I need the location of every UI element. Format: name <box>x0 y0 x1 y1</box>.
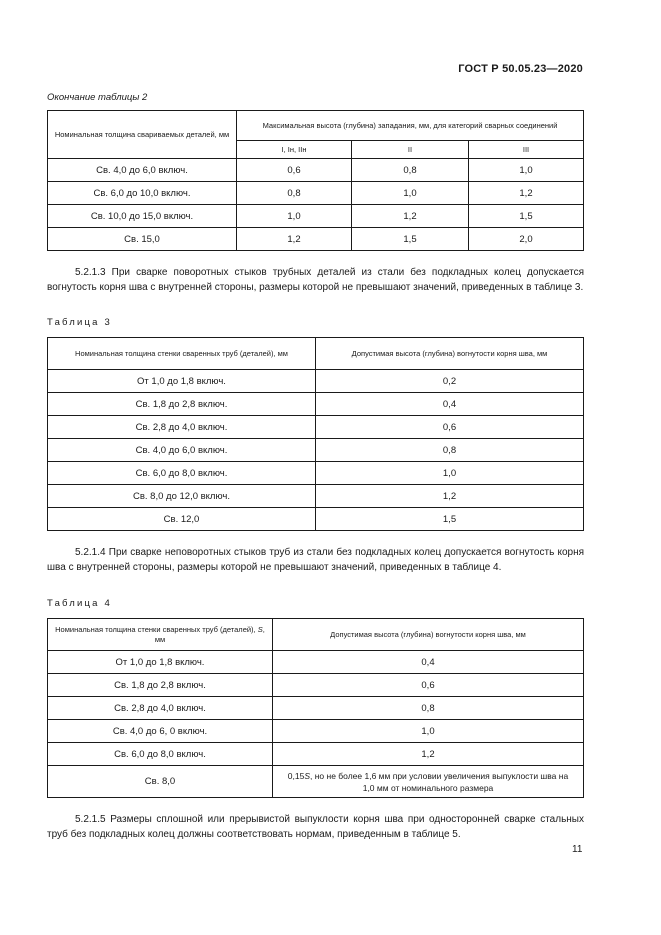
table-row <box>48 720 584 743</box>
table2-cell: 1,2 <box>469 182 584 205</box>
table2-cell: 1,2 <box>352 205 469 228</box>
table3-cell: 0,2 <box>316 370 584 393</box>
table2-cell: Св. 6,0 до 10,0 включ. <box>48 182 237 205</box>
table-row <box>48 439 584 462</box>
table2-cell: Св. 10,0 до 15,0 включ. <box>48 205 237 228</box>
table-row <box>48 651 584 674</box>
table-row <box>48 462 584 485</box>
table2-subheader: III <box>469 141 584 159</box>
table2-cell: Св. 15,0 <box>48 228 237 251</box>
table-row <box>48 416 584 439</box>
table4-col1-header <box>48 619 273 651</box>
table4-cell-condition: , но не более 1,6 мм при условии увеличения выпуклости шва на 1,0 мм от номинального размера <box>310 770 569 793</box>
table-3 <box>47 337 584 531</box>
table4-cell: Св. 1,8 до 2,8 включ. <box>48 674 273 697</box>
table-2 <box>47 110 584 251</box>
table4-col1-header-unit: , мм <box>154 624 265 644</box>
table-row <box>48 159 584 182</box>
table3-cell: 0,4 <box>316 393 584 416</box>
table-row <box>48 393 584 416</box>
paragraph-5-2-1-4 <box>47 545 584 575</box>
table2-cell: 1,0 <box>237 205 352 228</box>
table2-group-header: Максимальная высота (глубина) западания, мм, для категорий сварных соединений <box>237 111 584 141</box>
table-row <box>48 697 584 720</box>
table3-cell: Св. 8,0 до 12,0 включ. <box>48 485 316 508</box>
table4-cell: От 1,0 до 1,8 включ. <box>48 651 273 674</box>
table4-col1-header-text: Номинальная толщина стенки сваренных труб (деталей), <box>55 624 256 634</box>
paragraph-text: При сварке поворотных стыков трубных деталей из стали без подкладных колец допускается вогнутость корня шва с внутренней стороны, размеры которой не превышают значений, приведенных в таблице 3. <box>47 267 584 293</box>
table3-cell: Св. 6,0 до 8,0 включ. <box>48 462 316 485</box>
table3-cell: 0,6 <box>316 416 584 439</box>
thickness-symbol: S <box>304 770 311 781</box>
table3-cell: 1,2 <box>316 485 584 508</box>
document-id: ГОСТ Р 50.05.23—2020 <box>458 63 583 75</box>
table3-cell: Св. 1,8 до 2,8 включ. <box>48 393 316 416</box>
paragraph-number: 5.2.1.5 <box>75 814 106 825</box>
table4-cell: Св. 6,0 до 8,0 включ. <box>48 743 273 766</box>
table-row <box>48 674 584 697</box>
table2-cell: 0,6 <box>237 159 352 182</box>
thickness-symbol: S <box>257 624 263 634</box>
table-row <box>48 228 584 251</box>
table-row <box>48 743 584 766</box>
table2-cell: 1,5 <box>469 205 584 228</box>
table2-cell: 1,0 <box>469 159 584 182</box>
table2-cell: 0,8 <box>352 159 469 182</box>
table4-cell: 1,0 <box>273 720 584 743</box>
paragraph-5-2-1-3 <box>47 265 584 295</box>
table4-cell: 0,6 <box>273 674 584 697</box>
table2-cell: 1,5 <box>352 228 469 251</box>
table2-cell: 2,0 <box>469 228 584 251</box>
table3-cell: От 1,0 до 1,8 включ. <box>48 370 316 393</box>
table-row <box>48 182 584 205</box>
table4-cell: 1,2 <box>273 743 584 766</box>
table-row <box>48 508 584 531</box>
paragraph-text: При сварке неповоротных стыков труб из стали без подкладных колец допускается вогнутость корня шва с внутренней стороны, размеры которой не превышают значений, приведенных в таблице 4. <box>47 547 585 573</box>
table3-cell: Св. 2,8 до 4,0 включ. <box>48 416 316 439</box>
table2-cell: Св. 4,0 до 6,0 включ. <box>48 159 237 182</box>
table3-col2-header: Допустимая высота (глубина) вогнутости корня шва, мм <box>316 338 584 370</box>
table4-cell: 0,8 <box>273 697 584 720</box>
paragraph-number: 5.2.1.4 <box>75 547 106 558</box>
table3-cell: 1,0 <box>316 462 584 485</box>
table4-cell <box>273 766 584 798</box>
table2-cell: 1,0 <box>352 182 469 205</box>
table4-col2-header: Допустимая высота (глубина) вогнутости корня шва, мм <box>273 619 584 651</box>
table4-caption: Таблица 4 <box>47 598 112 609</box>
table-row <box>48 370 584 393</box>
table2-caption: Окончание таблицы 2 <box>47 92 148 103</box>
table4-cell: Св. 2,8 до 4,0 включ. <box>48 697 273 720</box>
paragraph-number: 5.2.1.3 <box>75 267 106 278</box>
table-row <box>48 766 584 798</box>
table2-cell: 1,2 <box>237 228 352 251</box>
table-row <box>48 485 584 508</box>
table3-cell: Св. 4,0 до 6,0 включ. <box>48 439 316 462</box>
table3-cell: 0,8 <box>316 439 584 462</box>
table3-cell: 1,5 <box>316 508 584 531</box>
table4-cell: Св. 4,0 до 6, 0 включ. <box>48 720 273 743</box>
table2-subheader: II <box>352 141 469 159</box>
table-row <box>48 205 584 228</box>
table2-cell: 0,8 <box>237 182 352 205</box>
paragraph-5-2-1-5 <box>47 812 584 842</box>
table4-cell-value: 0,15 <box>287 770 305 781</box>
table2-subheader: I, Iн, IIн <box>237 141 352 159</box>
table3-caption: Таблица 3 <box>47 317 112 328</box>
table3-cell: Св. 12,0 <box>48 508 316 531</box>
table-4 <box>47 618 584 798</box>
paragraph-text: Размеры сплошной или прерывистой выпуклости корня шва при односторонней сварке стальных труб без подкладных колец должны соответствовать нормам, приведенным в таблице 5. <box>47 814 584 840</box>
page-number: 11 <box>572 844 583 855</box>
table3-col1-header: Номинальная толщина стенки сваренных труб (деталей), мм <box>48 338 316 370</box>
table4-cell: Св. 8,0 <box>48 766 273 798</box>
table2-col1-header: Номинальная толщина свариваемых деталей, мм <box>48 111 237 159</box>
table4-cell: 0,4 <box>273 651 584 674</box>
